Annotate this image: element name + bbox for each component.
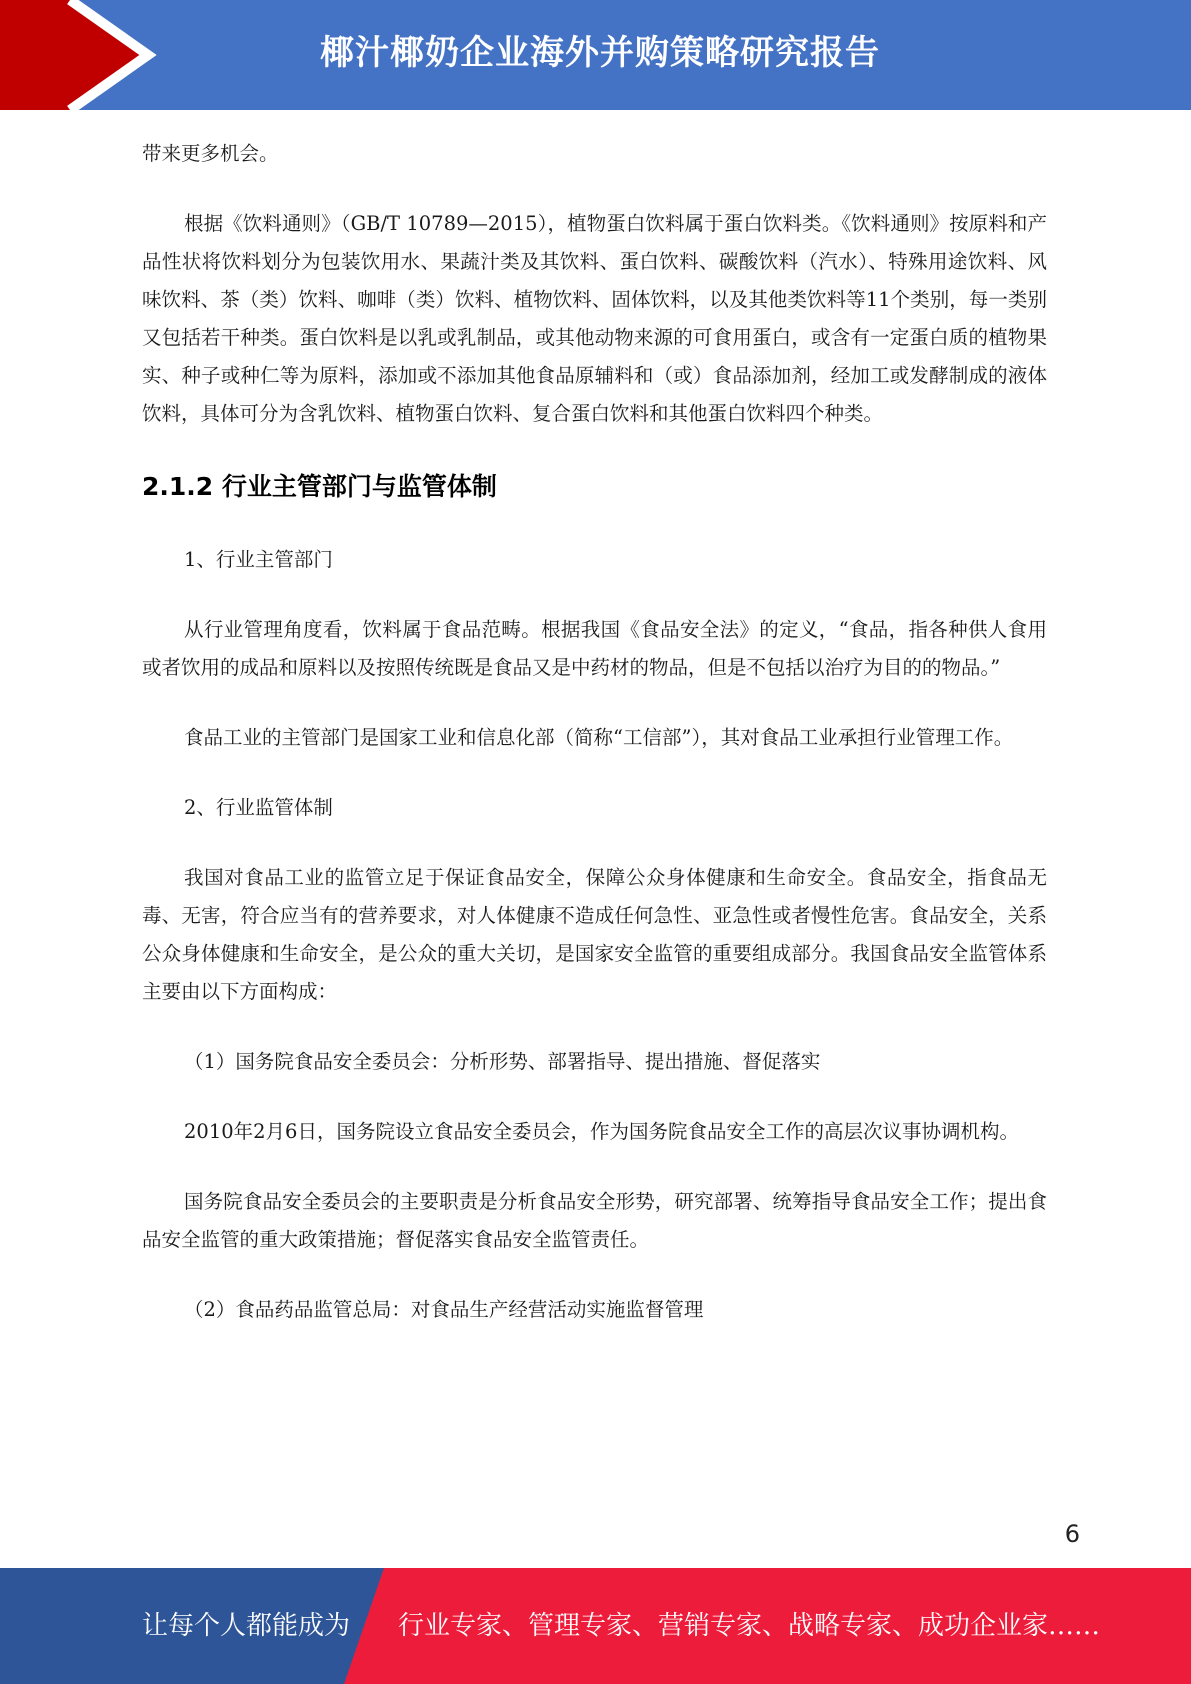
- paragraph-committee-duties: 国务院食品安全委员会的主要职责是分析食品安全形势，研究部署、统筹指导食品安全工作；提出食品安全监管的重大政策措施；督促落实食品安全监管责任。: [142, 1190, 1047, 1251]
- report-title: 椰汁椰奶企业海外并购策略研究报告: [320, 33, 880, 73]
- subheading-supervision: 2、行业监管体制: [184, 796, 333, 819]
- list-item-food-drug-administration: （2）食品药品监管总局：对食品生产经营活动实施监督管理: [184, 1298, 704, 1321]
- subheading-authority: 1、行业主管部门: [184, 548, 333, 571]
- paragraph-continuation: 带来更多机会。: [142, 142, 279, 165]
- document-body: [142, 135, 1047, 1329]
- page-header: [0, 0, 1191, 110]
- page-footer: [0, 1568, 1191, 1684]
- page-number: 6: [1064, 1520, 1080, 1548]
- paragraph-beverage-standard: 根据《饮料通则》（GB/T 10789—2015），植物蛋白饮料属于蛋白饮料类。《饮料通则》按原料和产品性状将饮料划分为包装饮用水、果蔬汁类及其饮料、蛋白饮料、碳酸饮料（汽水）、特殊用途饮料、风味饮料、茶（类）饮料、咖啡（类）饮料、植物饮料、固体饮料，以及其他类饮料等11个类别，每一类别又包括若干种类。蛋白饮料是以乳或乳制品，或其他动物来源的可食用蛋白，或含有一定蛋白质的植物果实、种子或种仁等为原料，添加或不添加其他食品原辅料和（或）食品添加剂，经加工或发酵制成的液体饮料，具体可分为含乳饮料、植物蛋白饮料、复合蛋白饮料和其他蛋白饮料四个种类。: [142, 212, 1047, 425]
- paragraph-committee-established: 2010年2月6日，国务院设立食品安全委员会，作为国务院食品安全工作的高层次议事协调机构。: [184, 1120, 1019, 1143]
- list-item-food-safety-committee: （1）国务院食品安全委员会：分析形势、部署指导、提出措施、督促落实: [184, 1050, 821, 1073]
- paragraph-food-safety: 我国对食品工业的监管立足于保证食品安全，保障公众身体健康和生命安全。食品安全，指食品无毒、无害，符合应当有的营养要求，对人体健康不造成任何急性、亚急性或者慢性危害。食品安全，关系公众身体健康和生命安全，是公众的重大关切，是国家安全监管的重要组成部分。我国食品安全监管体系主要由以下方面构成：: [142, 866, 1047, 1003]
- footer-slogan-right: 行业专家、管理专家、营销专家、战略专家、成功企业家……: [398, 1611, 1101, 1641]
- footer-slogan-left: 让每个人都能成为: [142, 1611, 351, 1641]
- paragraph-miit: 食品工业的主管部门是国家工业和信息化部（简称“工信部”），其对食品工业承担行业管理工作。: [184, 726, 1014, 749]
- section-heading: 2.1.2 行业主管部门与监管体制: [142, 472, 497, 501]
- paragraph-food-definition: 从行业管理角度看，饮料属于食品范畴。根据我国《食品安全法》的定义，“食品，指各种供人食用或者饮用的成品和原料以及按照传统既是食品又是中药材的物品，但是不包括以治疗为目的的物品。”: [142, 618, 1047, 679]
